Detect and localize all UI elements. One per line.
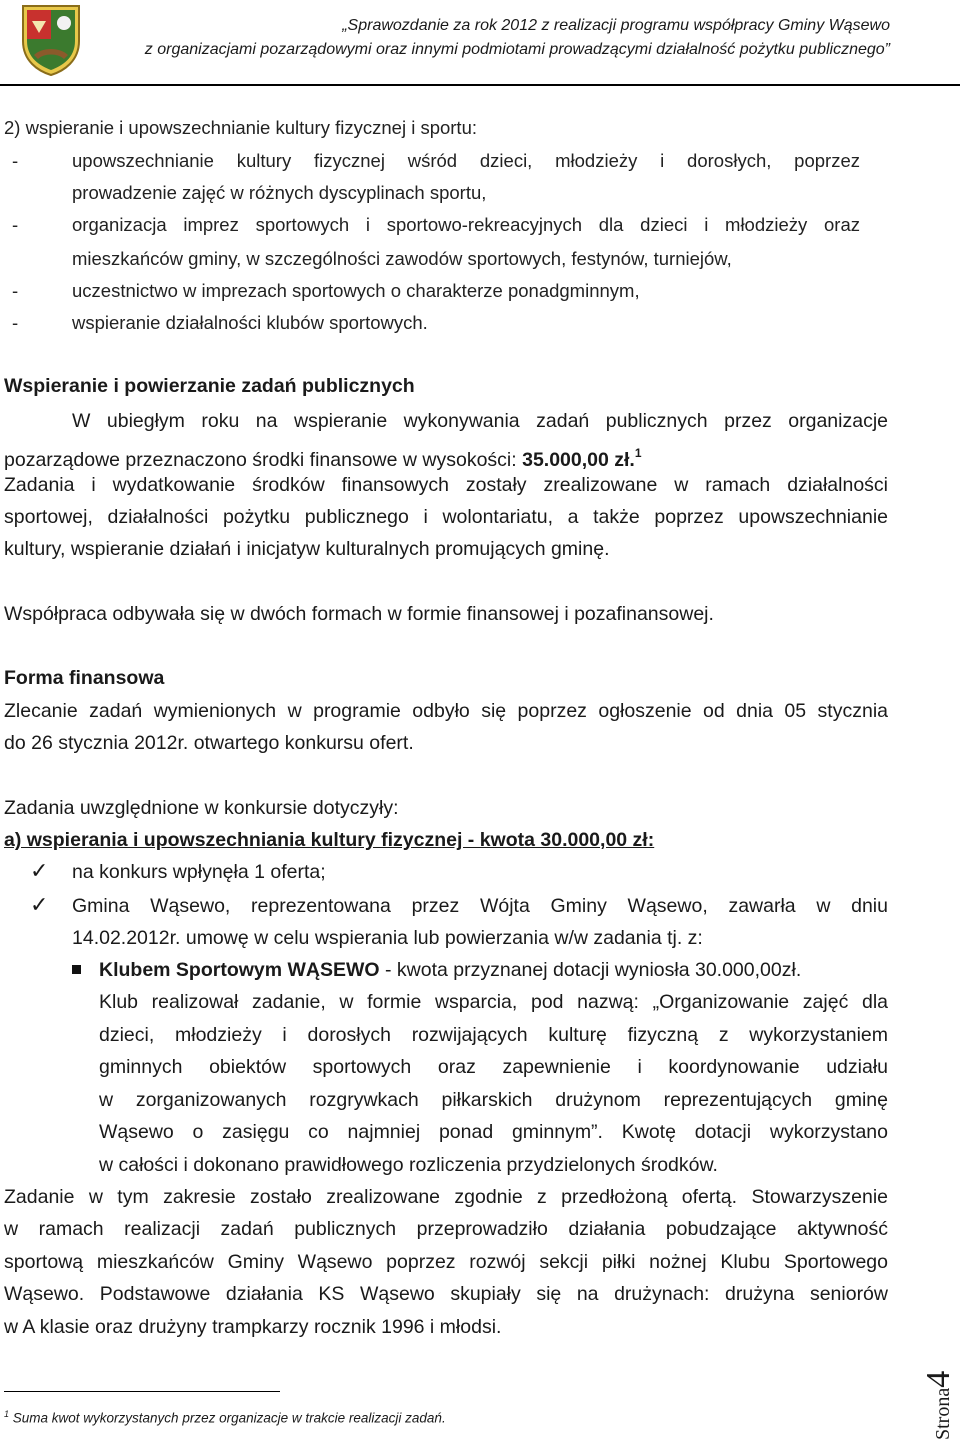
paragraph-line: Zlecanie zadań wymienionych w programie odbyło się poprzez ogłoszenie od dnia 05 stycznia <box>4 700 888 722</box>
club-line: Wąsewo o zasięgu co najmniej ponad gminnym”. Kwotę dotacji wykorzystano <box>99 1121 888 1143</box>
club-name: Klubem Sportowym WĄSEWO <box>99 959 380 981</box>
check-item: na konkurs wpłynęła 1 oferta; <box>72 861 326 883</box>
paragraph-line: sportowej, działalności pożytku publicznego i wolontariatu, a także poprzez upowszechnianie <box>4 506 888 528</box>
paragraph-text: pozarządowe przeznaczono środki finansowe w wysokości: <box>4 449 523 471</box>
page-label-word: Strona <box>932 1387 954 1440</box>
list-item-text: prowadzenie zajęć w różnych dyscyplinach sportu, <box>72 182 487 203</box>
section-heading-forma: Forma finansowa <box>4 667 165 689</box>
list-dash: - <box>12 312 19 333</box>
footnote-ref: 1 <box>634 446 642 460</box>
paragraph-line: Zadania uwzględnione w konkursie dotyczyły: <box>4 797 399 819</box>
report-header <box>145 14 890 62</box>
paragraph-line: Zadania i wydatkowanie środków finansowych zostały zrealizowane w ramach działalności <box>4 474 888 496</box>
list-item-text: wspieranie działalności klubów sportowych. <box>72 312 428 333</box>
summary-line: w ramach realizacji zadań publicznych przeprowadziło działania pobudzające aktywność <box>4 1218 888 1240</box>
list-dash: - <box>12 214 19 235</box>
section-heading-wspieranie: Wspieranie i powierzanie zadań publicznych <box>4 375 415 397</box>
club-line: gminnych obiektów sportowych oraz zapewnienie i koordynowanie udziału <box>99 1056 888 1078</box>
paragraph-line <box>4 442 642 471</box>
checkmark-icon: ✓ <box>30 892 49 917</box>
square-bullet-icon <box>72 965 81 974</box>
check-item: 14.02.2012r. umowę w celu wspierania lub powierzania w/w zadania tj. z: <box>72 927 703 949</box>
header-divider <box>0 84 960 86</box>
club-grant: - kwota przyznanej dotacji wyniosła 30.000,00zł. <box>379 959 802 981</box>
summary-line: w A klasie oraz drużyny trampkarzy rocznik 1996 i młodsi. <box>4 1316 502 1338</box>
club-line: w całości i dokonano prawidłowego rozliczenia przydzielonych środków. <box>99 1154 718 1176</box>
list-dash: - <box>12 280 19 301</box>
footnote-text: Suma kwot wykorzystanych przez organizacje w trakcie realizacji zadań. <box>9 1410 446 1426</box>
paragraph-line: W ubiegłym roku na wspieranie wykonywania zadań publicznych przez organizacje <box>72 410 888 432</box>
check-item: Gmina Wąsewo, reprezentowana przez Wójta Gminy Wąsewo, zawarła w dniu <box>72 895 888 917</box>
list-item-text: mieszkańców gminy, w szczególności zawodów sportowych, festynów, turniejów, <box>72 248 732 269</box>
section-2-title: 2) wspieranie i upowszechnianie kultury fizycznej i sportu: <box>4 117 477 138</box>
summary-line: sportową mieszkańców Gminy Wąsewo poprzez rozwój sekcji piłki nożnej Klubu Sportowego <box>4 1251 888 1273</box>
amount-total: 35.000,00 zł. <box>522 449 635 471</box>
paragraph-line: Współpraca odbywała się w dwóch formach w formie finansowej i pozafinansowej. <box>4 603 714 625</box>
footnote-number: 1 <box>4 1409 10 1419</box>
header-line-1: „Sprawozdanie za rok 2012 z realizacji programu współpracy Gminy Wąsewo <box>342 17 890 34</box>
summary-line: Zadanie w tym zakresie zostało zrealizowane zgodnie z przedłożoną ofertą. Stowarzyszenie <box>4 1186 888 1208</box>
list-dash: - <box>12 150 19 171</box>
club-line: Klub realizował zadanie, w formie wsparcia, pod nazwą: „Organizowanie zajęć dla <box>99 991 888 1013</box>
page-number: 4 <box>920 1370 957 1388</box>
list-item-text: upowszechnianie kultury fizycznej wśród dzieci, młodzieży i dorosłych, poprzez <box>72 150 860 171</box>
header-line-2: z organizacjami pozarządowymi oraz innymi podmiotami prowadzącymi działalność pożytku publicznego” <box>144 41 890 58</box>
checkmark-icon: ✓ <box>30 858 49 883</box>
list-item-text: organizacja imprez sportowych i sportowo-rekreacyjnych dla dzieci i młodzieży oraz <box>72 214 860 235</box>
club-line: dzieci, młodzieży i dorosłych rozwijających kulturę fizyczną z wykorzystaniem <box>99 1024 888 1046</box>
task-a-title: a) wspierania i upowszechniania kultury fizycznej - kwota 30.000,00 zł: <box>4 829 655 851</box>
paragraph-line: do 26 stycznia 2012r. otwartego konkursu ofert. <box>4 732 414 754</box>
list-item-text: uczestnictwo w imprezach sportowych o charakterze ponadgminnym, <box>72 280 640 301</box>
page-number-label <box>920 1348 957 1440</box>
paragraph-line: kultury, wspieranie działań i inicjatyw kulturalnych promujących gminę. <box>4 538 610 560</box>
club-line <box>99 959 801 981</box>
footnote-divider <box>4 1391 280 1392</box>
summary-line: Wąsewo. Podstawowe działania KS Wąsewo skupiały się na drużynach: drużyna seniorów <box>4 1283 888 1305</box>
footnote <box>4 1404 446 1429</box>
club-line: w zorganizowanych rozgrywkach piłkarskich drużynom reprezentujących gminę <box>99 1089 888 1111</box>
coat-of-arms-icon <box>20 3 82 77</box>
